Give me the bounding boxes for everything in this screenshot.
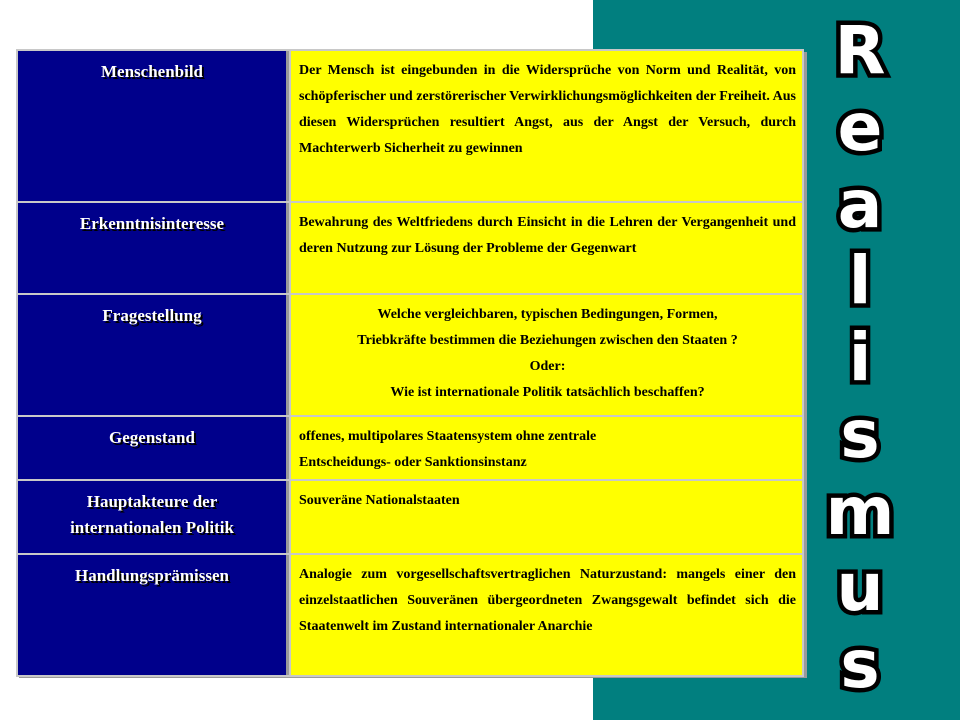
- row-label-erkenntnisinteresse: Erkenntnisinteresse: [18, 203, 289, 293]
- theory-table-frame: [16, 49, 804, 675]
- row-content-fragestellung: [291, 295, 802, 415]
- row-label-fragestellung: Fragestellung: [18, 295, 289, 415]
- table-row-fragestellung: [18, 295, 802, 415]
- title-letter: i: [848, 319, 872, 396]
- table-row-gegenstand: [18, 417, 802, 479]
- table-row-erkenntnisinteresse: [18, 203, 802, 293]
- row-content-hauptakteure: Souveräne Nationalstaaten: [291, 481, 802, 553]
- theory-table: [16, 49, 804, 677]
- row-content-erkenntnisinteresse: Bewahrung des Weltfriedens durch Einsicht in die Lehren der Vergangenheit und deren Nutzung zur Lösung der Probleme der Gegenwart: [291, 203, 802, 293]
- row-label-menschenbild: Menschenbild: [18, 51, 289, 201]
- row-content-handlungspraemissen: Analogie zum vorgesellschaftsvertraglichen Naturzustand: mangels einer den einzelstaatlichen Souveränen übergeordneten Zwangsgewalt befindet sich die Staatenwelt im Zustand internationaler Anarchie: [291, 555, 802, 675]
- title-letter: e: [837, 88, 883, 166]
- table-row-handlungspraemissen: [18, 555, 802, 675]
- title-letter: m: [825, 472, 895, 550]
- label-line: Hauptakteure der: [86, 492, 218, 511]
- row-label-hauptakteure: [18, 481, 289, 553]
- table-row-menschenbild: [18, 51, 802, 201]
- content-line: offenes, multipolares Staatensystem ohne zentrale: [299, 429, 597, 444]
- vertical-title-realismus: [800, 12, 920, 703]
- title-letter: R: [834, 12, 886, 89]
- title-letter: a: [837, 165, 883, 243]
- label-line: internationalen Politik: [70, 518, 234, 537]
- content-line: Entscheidungs- oder Sanktionsinstanz: [299, 455, 527, 470]
- row-content-gegenstand: [291, 417, 802, 479]
- row-label-handlungspraemissen: Handlungsprämissen: [18, 555, 289, 675]
- row-content-menschenbild: Der Mensch ist eingebunden in die Widersprüche von Norm und Realität, von schöpferischer und zerstörerischer Verwirklichungsmöglichkeiten der Freiheit. Aus diesen Widersprüchen resultiert Angst, aus der Angst der Versuch, durch Machterwerb Sicherheit zu gewinnen: [291, 51, 802, 201]
- title-letter: s: [840, 395, 880, 473]
- content-line: Triebkräfte bestimmen die Beziehungen zwischen den Staaten ?: [357, 333, 738, 348]
- content-line: Oder:: [529, 359, 566, 374]
- title-letter: s: [840, 626, 880, 703]
- content-line: Welche vergleichbaren, typischen Bedingungen, Formen,: [377, 307, 718, 322]
- content-line: Wie ist internationale Politik tatsächlich beschaffen?: [390, 385, 705, 400]
- title-letter: u: [836, 549, 884, 627]
- title-letter: l: [848, 242, 872, 320]
- row-label-gegenstand: Gegenstand: [18, 417, 289, 479]
- table-row-hauptakteure: [18, 481, 802, 553]
